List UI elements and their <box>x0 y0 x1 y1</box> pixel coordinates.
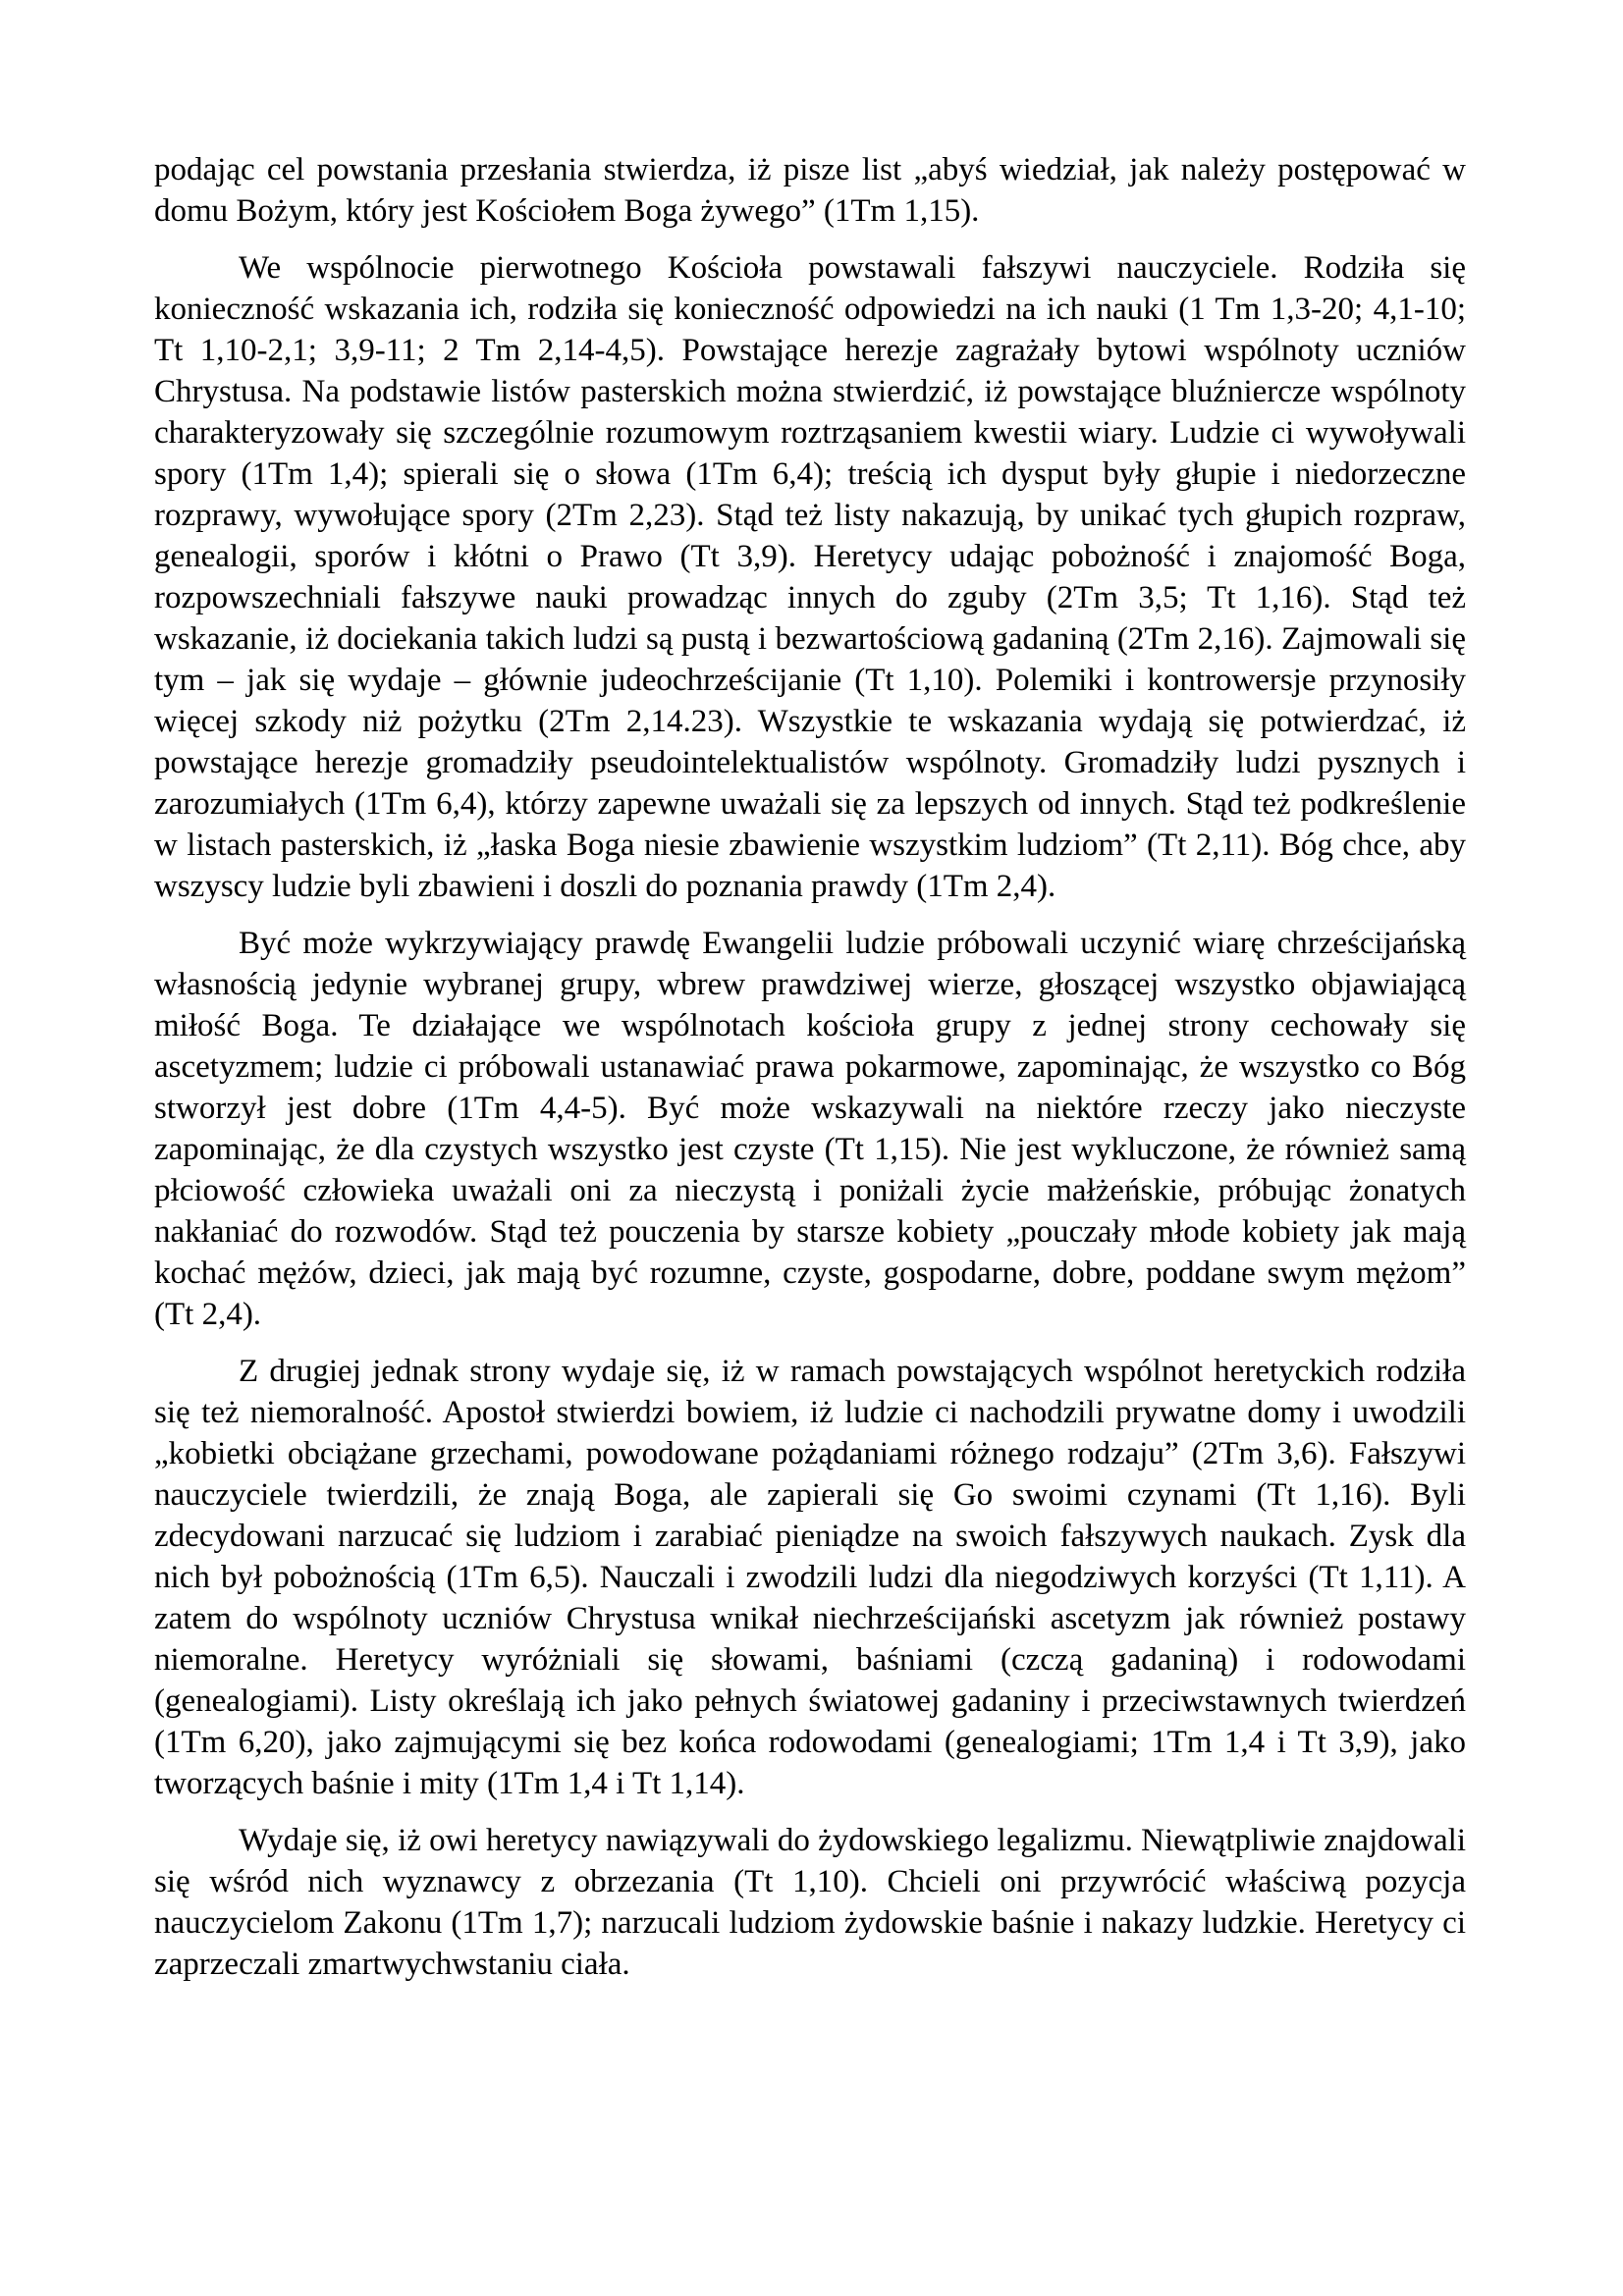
paragraph-2: We wspólnocie pierwotnego Kościoła powstawali fałszywi nauczyciele. Rodziła się konieczność wskazania ich, rodziła się konieczność odpowiedzi na ich nauki (1 Tm 1,3-20; 4,1-10; Tt 1,10-2,1; 3,9-11; 2 Tm 2,14-4,5). Powstające herezje zagrażały bytowi wspólnoty uczniów Chrystusa. Na podstawie listów pasterskich można stwierdzić, iż powstające bluźniercze wspólnoty charakteryzowały się szczególnie rozumowym roztrząsaniem kwestii wiary. Ludzie ci wywoływali spory (1Tm 1,4); spierali się o słowa (1Tm 6,4); treścią ich dysput były głupie i niedorzeczne rozprawy, wywołujące spory (2Tm 2,23). Stąd też listy nakazują, by unikać tych głupich rozpraw, genealogii, sporów i kłótni o Prawo (Tt 3,9). Heretycy udając pobożność i znajomość Boga, rozpowszechniali fałszywe nauki prowadząc innych do zguby (2Tm 3,5; Tt 1,16). Stąd też wskazanie, iż dociekania takich ludzi są pustą i bezwartościową gadaniną (2Tm 2,16). Zajmowali się tym – jak się wydaje – głównie judeochrześcijanie (Tt 1,10). Polemiki i kontrowersje przynosiły więcej szkody niż pożytku (2Tm 2,14.23). Wszystkie te wskazania wydają się potwierdzać, iż powstające herezje gromadziły pseudointelektualistów wspólnoty. Gromadziły ludzi pysznych i zarozumiałych (1Tm 6,4), którzy zapewne uważali się za lepszych od innych. Stąd też podkreślenie w listach pasterskich, iż „łaska Boga niesie zbawienie wszystkim ludziom” (Tt 2,11). Bóg chce, aby wszyscy ludzie byli zbawieni i doszli do poznania prawdy (1Tm 2,4). <box>154 250 1466 904</box>
paragraph-4: Z drugiej jednak strony wydaje się, iż w ramach powstających wspólnot heretyckich rodziła się też niemoralność. Apostoł stwierdzi bowiem, iż ludzie ci nachodzili prywatne domy i uwodzili „kobietki obciążane grzechami, powodowane pożądaniami różnego rodzaju” (2Tm 3,6). Fałszywi nauczyciele twierdzili, że znają Boga, ale zapierali się Go swoimi czynami (Tt 1,16). Byli zdecydowani narzucać się ludziom i zarabiać pieniądze na swoich fałszywych naukach. Zysk dla nich był pobożnością (1Tm 6,5). Nauczali i zwodzili ludzi dla niegodziwych korzyści (Tt 1,11). A zatem do wspólnoty uczniów Chrystusa wnikał niechrześcijański ascetyzm jak również postawy niemoralne. Heretycy wyróżniali się słowami, baśniami (czczą gadaniną) i rodowodami (genealogiami). Listy określają ich jako pełnych światowej gadaniny i przeciwstawnych twierdzeń (1Tm 6,20), jako zajmującymi się bez końca rodowodami (genealogiami; 1Tm 1,4 i Tt 3,9), jako tworzących baśnie i mity (1Tm 1,4 i Tt 1,14). <box>154 1354 1466 1801</box>
paragraph-1: podając cel powstania przesłania stwierdza, iż pisze list „abyś wiedział, jak należy postępować w domu Bożym, który jest Kościołem Boga żywego” (1Tm 1,15). <box>154 152 1466 229</box>
document-text-block <box>154 149 1466 2001</box>
paragraph-3: Być może wykrzywiający prawdę Ewangelii ludzie próbowali uczynić wiarę chrześcijańską własnością jedynie wybranej grupy, wbrew prawdziwej wierze, głoszącej wszystko objawiającą miłość Boga. Te działające we wspólnotach kościoła grupy z jednej strony cechowały się ascetyzmem; ludzie ci próbowali ustanawiać prawa pokarmowe, zapominając, że wszystko co Bóg stworzył jest dobre (1Tm 4,4-5). Być może wskazywali na niektóre rzeczy jako nieczyste zapominając, że dla czystych wszystko jest czyste (Tt 1,15). Nie jest wykluczone, że również samą płciowość człowieka uważali oni za nieczystą i poniżali życie małżeńskie, próbując żonatych nakłaniać do rozwodów. Stąd też pouczenia by starsze kobiety „pouczały młode kobiety jak mają kochać mężów, dzieci, jak mają być rozumne, czyste, gospodarne, dobre, poddane swym mężom” (Tt 2,4). <box>154 926 1466 1332</box>
paragraph-5: Wydaje się, iż owi heretycy nawiązywali do żydowskiego legalizmu. Niewątpliwie znajdowali się wśród nich wyznawcy z obrzezania (Tt 1,10). Chcieli oni przywrócić właściwą pozycja nauczycielom Zakonu (1Tm 1,7); narzucali ludziom żydowskie baśnie i nakazy ludzkie. Heretycy ci zaprzeczali zmartwychwstaniu ciała. <box>154 1823 1466 1982</box>
